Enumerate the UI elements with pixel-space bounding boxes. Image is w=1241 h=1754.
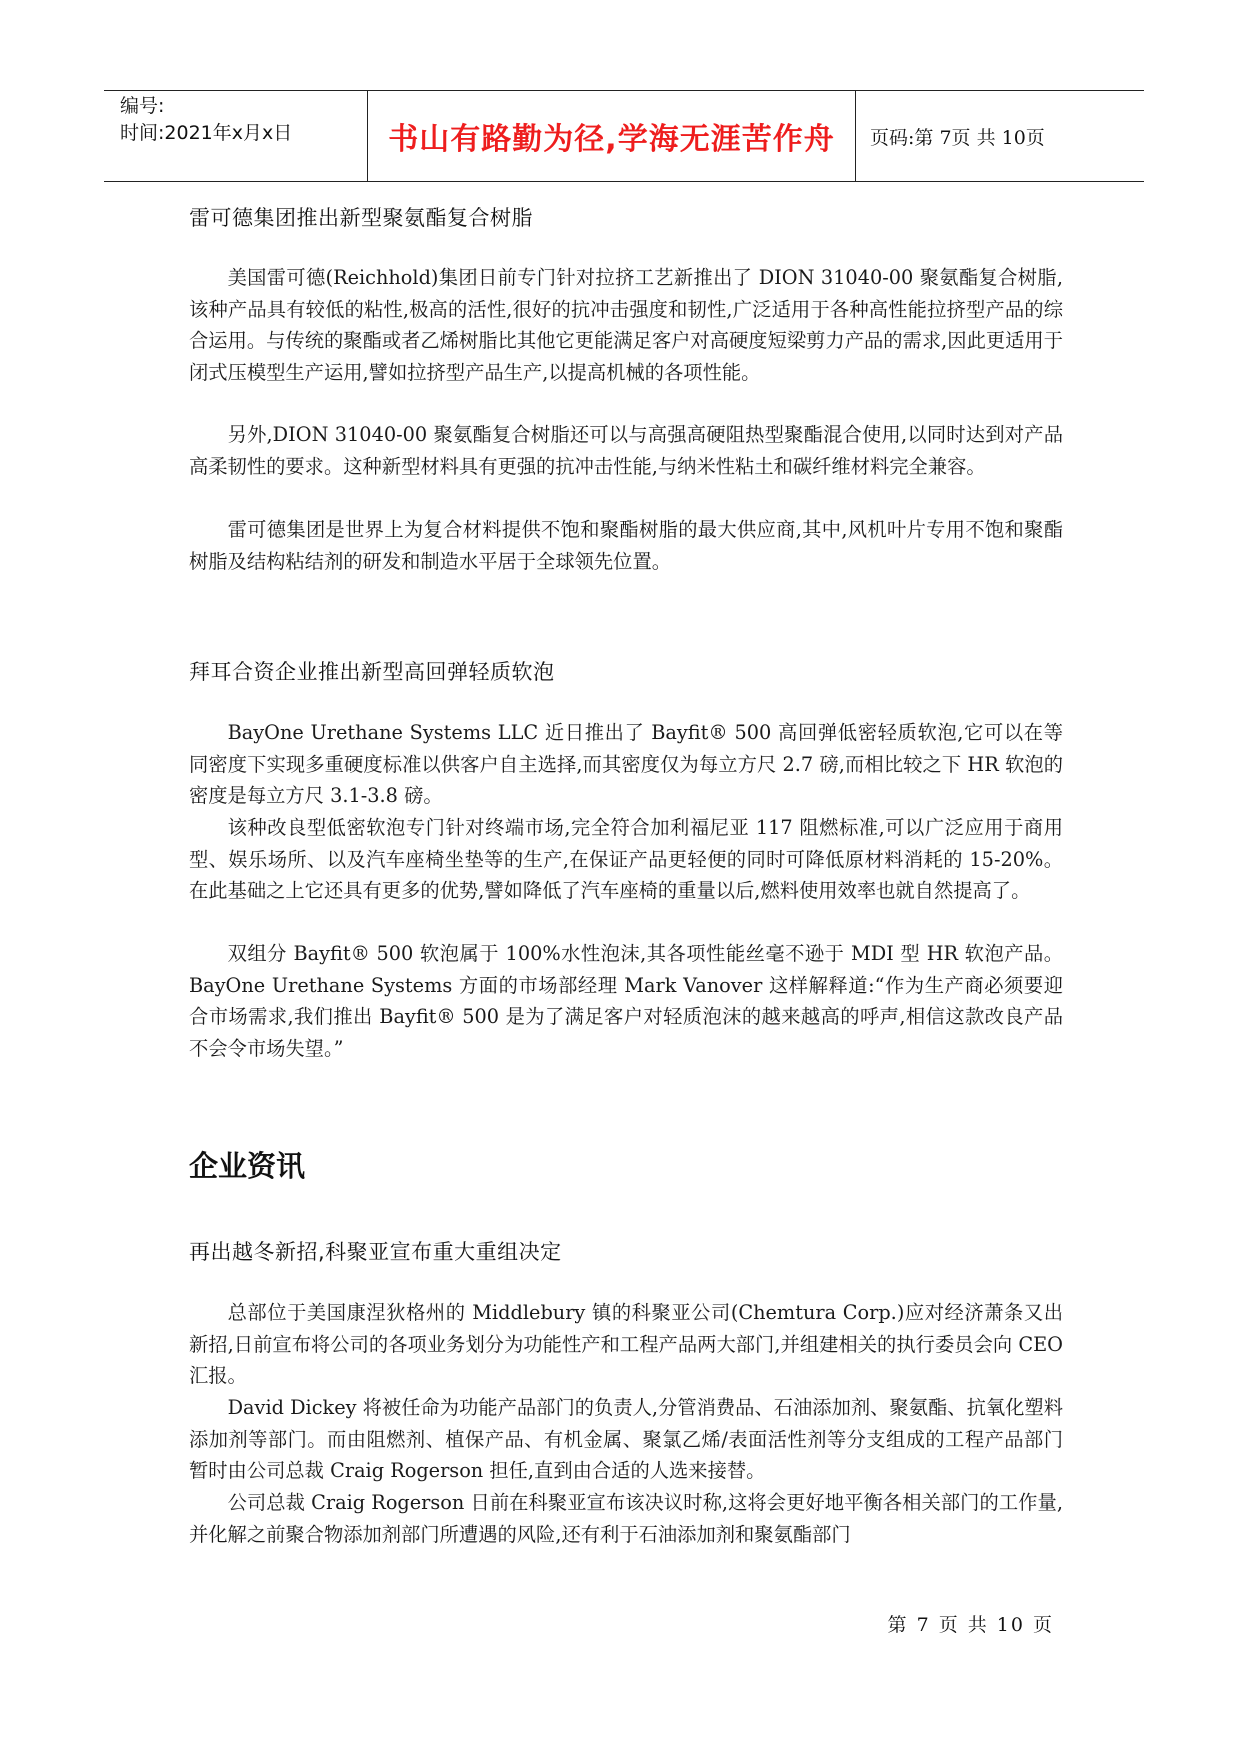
- section-title: 再出越冬新招,科聚亚宣布重大重组决定: [189, 1240, 562, 1264]
- header-page-indicator: 页码:第 7页 共 10页: [870, 126, 1045, 149]
- section-title: 雷可德集团推出新型聚氨酯复合树脂: [189, 206, 533, 230]
- paragraph: 另外,DION 31040-00 聚氨酯复合树脂还可以与高强高硬阻热型聚酯混合使用,以同时达到对产品高柔韧性的要求。这种新型材料具有更强的抗冲击性能,与纳米性粘土和碳纤维材料完全兼容。: [189, 423, 1063, 478]
- paragraph: 公司总裁 Craig Rogerson 日前在科聚亚宣布该决议时称,这将会更好地平衡各相关部门的工作量,并化解之前聚合物添加剂部门所遭遇的风险,还有利于石油添加剂和聚氨酯部门: [189, 1491, 1063, 1546]
- document-time-label: 时间:2021年x月x日: [120, 122, 293, 144]
- category-heading: 企业资讯: [189, 1149, 306, 1183]
- section-title: 拜耳合资企业推出新型高回弹轻质软泡: [189, 660, 555, 684]
- paragraph: BayOne Urethane Systems LLC 近日推出了 Bayfit® 500 高回弹低密轻质软泡,它可以在等同密度下实现多重硬度标准以供客户自主选择,而其密度仅为每立方尺 2.7 磅,而相比较之下 HR 软泡的密度是每立方尺 3.1-3.8 磅。: [189, 721, 1063, 807]
- header-meta: [104, 91, 368, 181]
- paragraph: David Dickey 将被任命为功能产品部门的负责人,分管消费品、石油添加剂、聚氨酯、抗氧化塑料添加剂等部门。而由阻燃剂、植保产品、有机金属、聚氯乙烯/表面活性剂等分支组成的工程产品部门暂时由公司总裁 Craig Rogerson 担任,直到由合适的人选来接替。: [189, 1396, 1063, 1482]
- paragraph: 双组分 Bayfit® 500 软泡属于 100%水性泡沫,其各项性能丝毫不逊于 MDI 型 HR 软泡产品。BayOne Urethane Systems 方面的市场部经理 Mark Vanover 这样解释道:“作为生产商必须要迎合市场需求,我们推出 Bayfit® 500 是为了满足客户对轻质泡沫的越来越高的呼声,相信这款改良产品不会令市场失望。”: [189, 942, 1063, 1060]
- page-header: [104, 90, 1144, 182]
- paragraph: 总部位于美国康涅狄格州的 Middlebury 镇的科聚亚公司(Chemtura Corp.)应对经济萧条又出新招,日前宣布将公司的各项业务划分为功能性产和工程产品两大部门,并组建相关的执行委员会向 CEO 汇报。: [189, 1301, 1063, 1387]
- paragraph: 美国雷可德(Reichhold)集团日前专门针对拉挤工艺新推出了 DION 31040-00 聚氨酯复合树脂,该种产品具有较低的粘性,极高的活性,很好的抗冲击强度和韧性,广泛适用于各种高性能拉挤型产品的综合运用。与传统的聚酯或者乙烯树脂比其他它更能满足客户对高硬度短梁剪力产品的需求,因此更适用于闭式压模型生产运用,譬如拉挤型产品生产,以提高机械的各项性能。: [189, 266, 1063, 384]
- paragraph: 该种改良型低密软泡专门针对终端市场,完全符合加利福尼亚 117 阻燃标准,可以广泛应用于商用型、娱乐场所、以及汽车座椅坐垫等的生产,在保证产品更轻便的同时可降低原材料消耗的 15-20%。在此基础之上它还具有更多的优势,譬如降低了汽车座椅的重量以后,燃料使用效率也就自然提高了。: [189, 816, 1063, 902]
- document-number-label: 编号:: [120, 95, 165, 117]
- page-footer: 第 7 页 共 10 页: [887, 1614, 1054, 1636]
- header-motto: 书山有路勤为径,学海无涯苦作舟: [368, 91, 856, 181]
- paragraph: 雷可德集团是世界上为复合材料提供不饱和聚酯树脂的最大供应商,其中,风机叶片专用不饱和聚酯树脂及结构粘结剂的研发和制造水平居于全球领先位置。: [189, 518, 1063, 573]
